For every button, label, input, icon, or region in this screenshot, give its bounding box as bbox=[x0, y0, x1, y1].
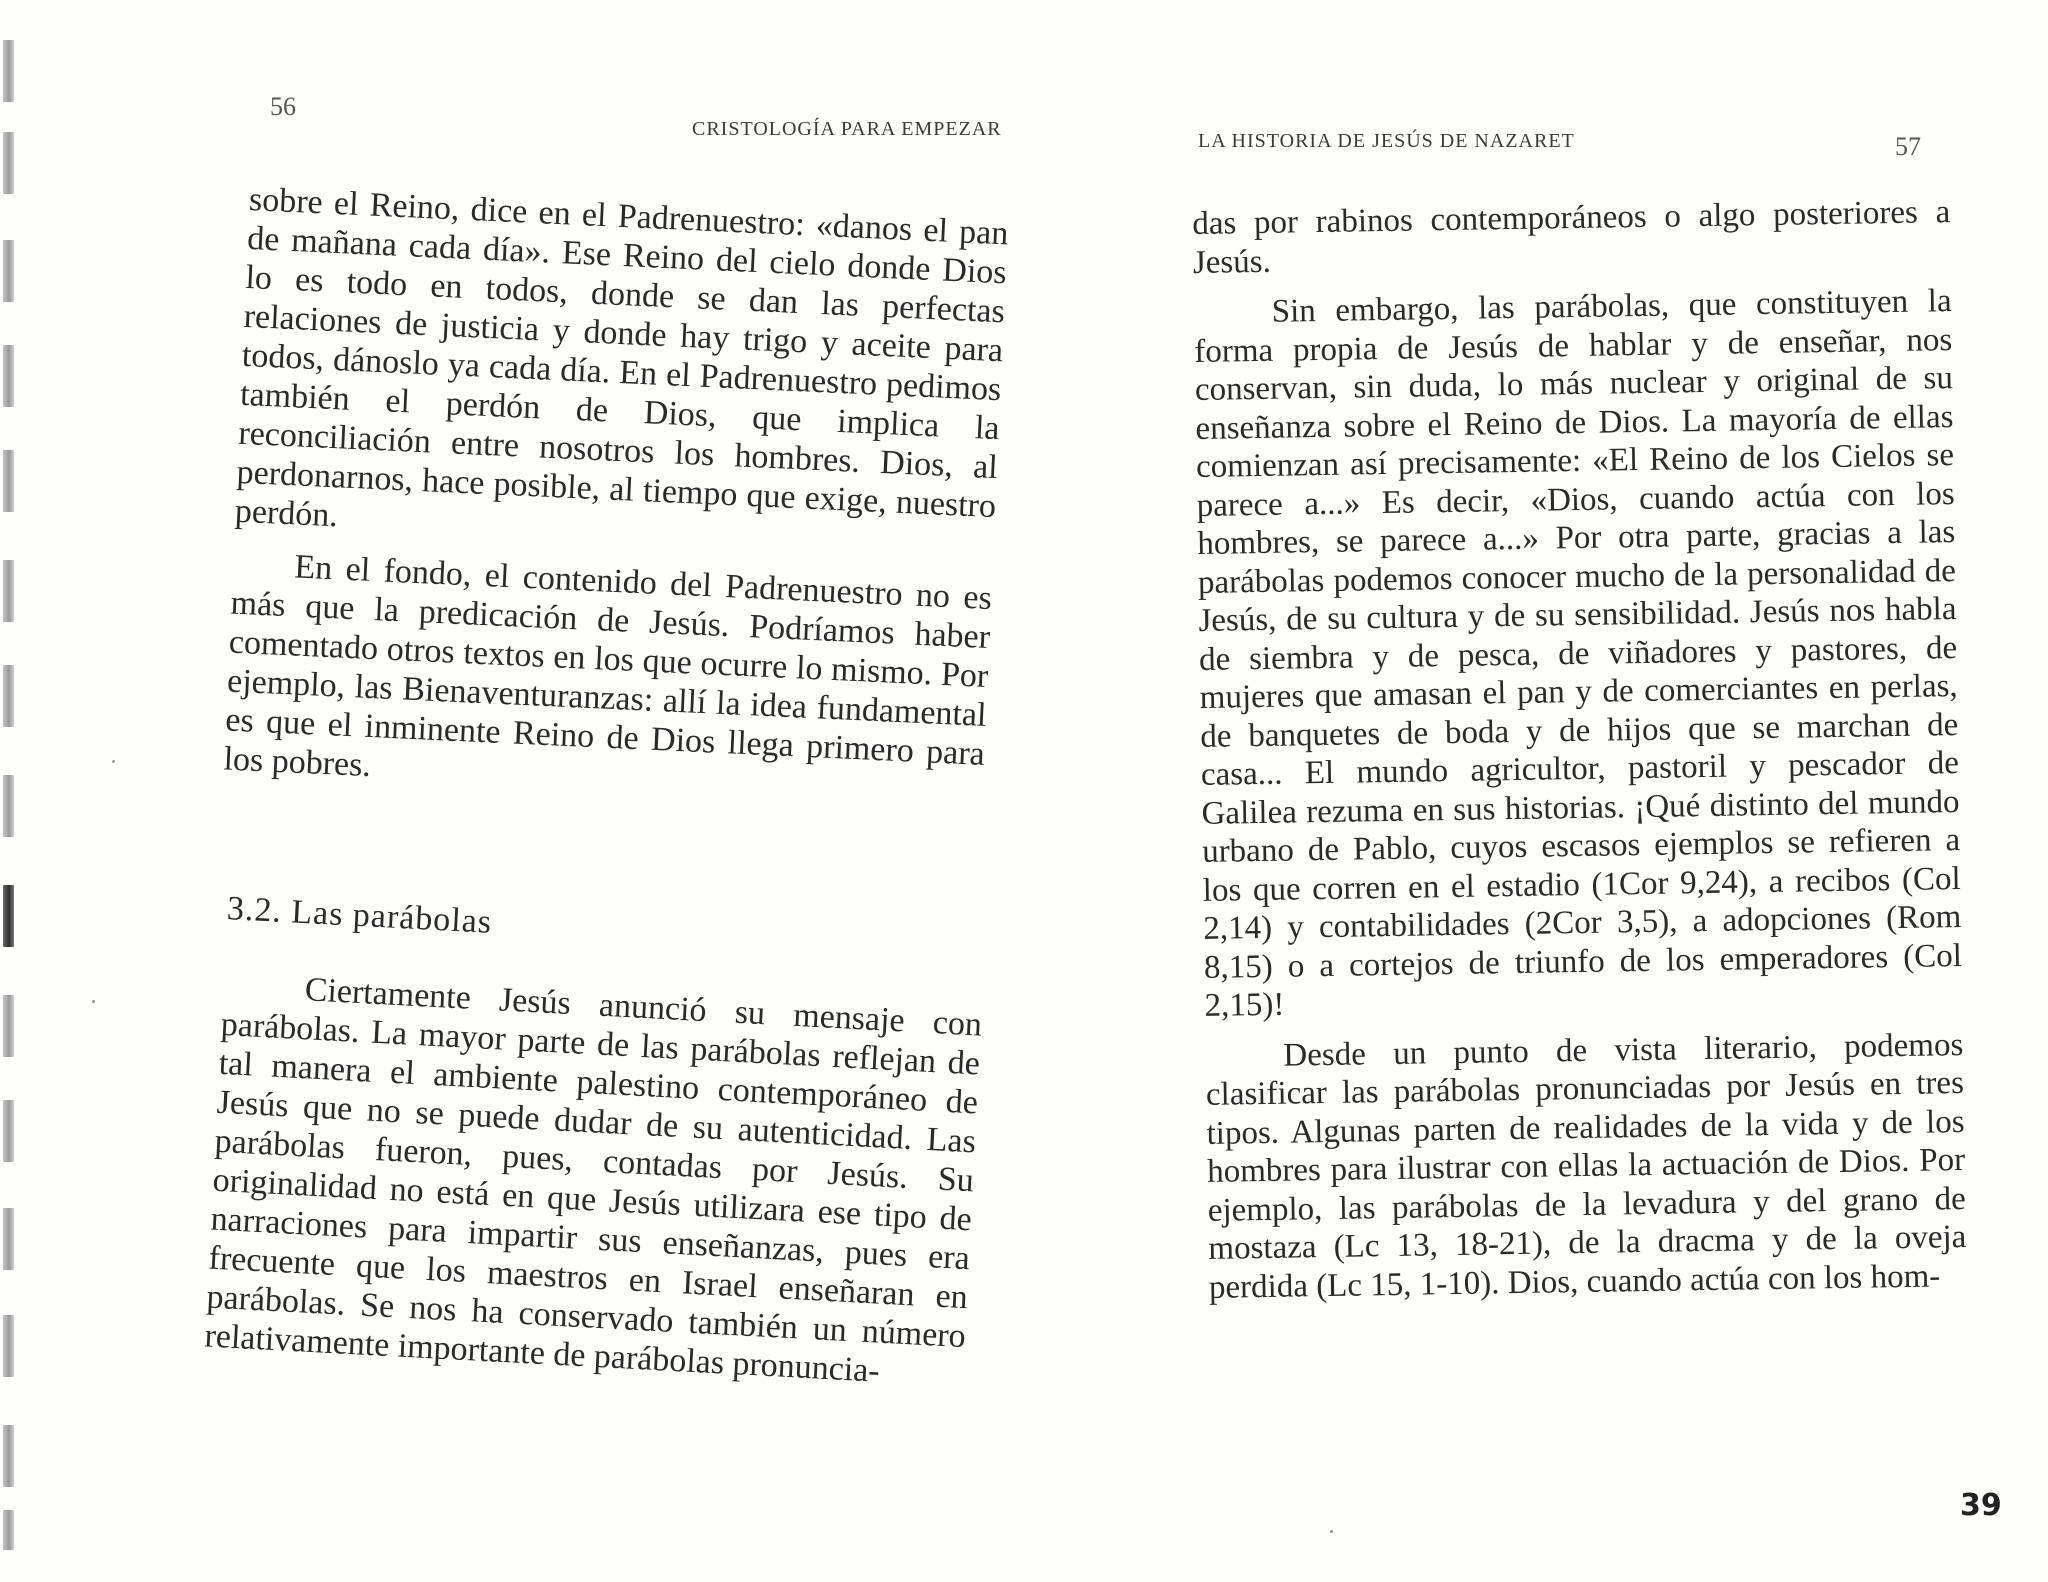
binding-marks bbox=[0, 40, 16, 1560]
left-paragraph-2: En el fondo, el contenido del Padrenuestro no es más que la predicación de Jesús. Podríamos haber comentado otros textos en los que ocurre lo mismo. Por ejemplo, las Bienaventuranzas: allí la idea fundamental es que el inminente Reino de Dios llega primero para los pobres. bbox=[222, 548, 993, 785]
binding-mark bbox=[3, 560, 14, 622]
right-page-number: 57 bbox=[1895, 132, 1921, 161]
scan-speck bbox=[112, 760, 115, 763]
left-page-body bbox=[222, 180, 1009, 827]
left-paragraph-1: sobre el Reino, dice en el Padrenuestro: «danos el pan de mañana cada día». Ese Reino del cielo donde Dios lo es todo en todos, donde se dan las perfectas relaciones de justicia y donde hay trigo y aceite para todos, dánoslo ya cada día. En el Padrenuestro pedimos también el perdón de Dios, que implica la reconciliación entre nosotros los hombres. Dios, al perdonarnos, hace posible, al tiempo que exige, nuestro perdón. bbox=[234, 180, 1010, 535]
binding-mark bbox=[3, 1510, 14, 1550]
right-running-head: LA HISTORIA DE JESÚS DE NAZARET bbox=[1198, 130, 1575, 152]
right-page bbox=[1160, 0, 1967, 1582]
binding-mark bbox=[3, 885, 14, 947]
left-running-head: CRISTOLOGÍA PARA EMPEZAR bbox=[692, 118, 1002, 140]
scan-speck bbox=[92, 1000, 95, 1003]
left-page-number: 56 bbox=[270, 92, 296, 121]
binding-mark bbox=[3, 1100, 14, 1162]
right-paragraph-3: Desde un punto de vista literario, podemos clasificar las parábolas pronunciadas por Jesús en tres tipos. Algunas parten de realidades de la vida y de los hombres para ilustrar con ellas la actuación de Dios. Por ejemplo, las parábolas de la levadura y del grano de mostaza (Lc 13, 18-21), de la dracma y de la oveja perdida (Lc 15, 1-10). Dios, cuando actúa con los hom- bbox=[1205, 1026, 1967, 1306]
binding-mark bbox=[3, 1208, 14, 1270]
binding-mark bbox=[3, 40, 14, 102]
binding-mark bbox=[3, 1425, 14, 1487]
section-heading: 3.2. Las parábolas bbox=[226, 890, 494, 941]
binding-mark bbox=[3, 995, 14, 1057]
binding-mark bbox=[3, 132, 14, 194]
binding-mark bbox=[3, 1315, 14, 1377]
binding-mark bbox=[3, 665, 14, 727]
section-parabolas bbox=[204, 890, 987, 1395]
left-page bbox=[190, 0, 1030, 1582]
binding-mark bbox=[3, 345, 14, 407]
section-paragraph: Ciertamente Jesús anunció su mensaje con parábolas. La mayor parte de las parábolas reflejan de tal manera el ambiente palestino contemporáneo de Jesús que no se puede dudar de su autenticidad. Las parábolas fueron, pues, contadas por Jesús. Su originalidad no está en que Jesús utilizara ese tipo de narraciones para impartir sus enseñanzas, pues era frecuente que los maestros en Israel enseñaran en parábolas. Se nos ha conservado también un número relativamente importante de parábolas pronuncia- bbox=[203, 971, 983, 1390]
binding-mark bbox=[3, 240, 14, 302]
binding-mark bbox=[3, 775, 14, 837]
binding-mark bbox=[3, 450, 14, 512]
scan-speck bbox=[1330, 1530, 1333, 1533]
right-paragraph-2: Sin embargo, las parábolas, que constituyen la forma propia de Jesús de hablar y de enseñar, nos conservan, sin duda, lo más nuclear y original de su enseñanza sobre el Reino de Dios. La mayoría de ellas comienzan así precisamente: «El Reino de los Cielos se parece a...» Es decir, «Dios, cuando actúa con los hombres, se parece a...» Por otra parte, gracias a las parábolas podemos conocer mucho de la personalidad de Jesús, de su cultura y de su sensibilidad. Jesús nos habla de siembra y de pesca, de viñadores y pastores, de mujeres que amasan el pan y de comerciantes en perlas, de banquetes de boda y de hijos que se marchan de casa... El mundo agricultor, pastoril y pescador de Galilea rezuma en sus historias. ¡Qué distinto del mundo urbano de Pablo, cuyos escasos ejemplos se refieren a los que corren en el estadio (1Cor 9,24), a recibos (Col 2,14) y contabilidades (2Cor 3,5), a adopciones (Rom 8,15) o a cortejos de triunfo de los emperadores (Col 2,15)! bbox=[1194, 283, 1963, 1024]
right-paragraph-1: das por rabinos contemporáneos o algo posteriores a Jesús. bbox=[1192, 194, 1951, 281]
right-page-body bbox=[1192, 193, 1967, 1319]
sheet-number: 39 bbox=[1960, 1488, 2002, 1523]
